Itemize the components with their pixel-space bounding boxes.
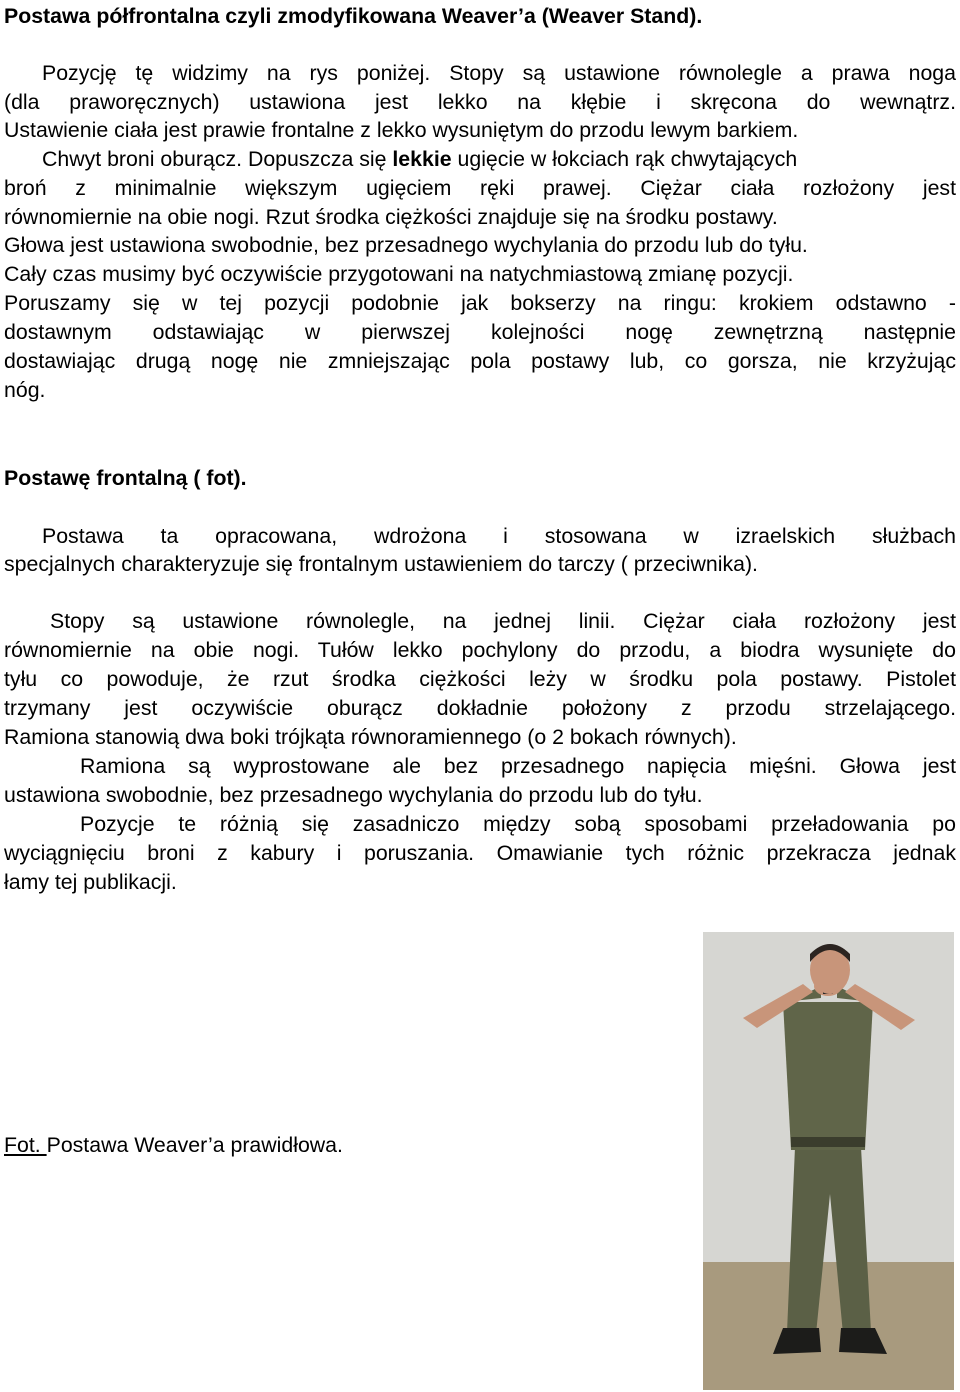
- text-line: Poruszamy się w tej pozycji podobnie jak bokserzy na ringu: krokiem odstawno -: [4, 291, 956, 315]
- caption-text: Postawa Weaver’a prawidłowa.: [46, 1133, 343, 1157]
- photo-floor: [703, 1262, 954, 1390]
- heading-frontal-stance: Postawę frontalną ( fot).: [4, 466, 247, 490]
- text-line: (dla praworęcznych) ustawiona jest lekko na kłębie i skręcona do wewnątrz.: [4, 90, 956, 114]
- photo-weaver-stance: [703, 932, 954, 1390]
- text-line: Pozycję tę widzimy na rys poniżej. Stopy są ustawione równolegle a prawa noga: [42, 61, 956, 85]
- text-line: Stopy są ustawione równolegle, na jednej linii. Ciężar ciała rozłożony jest: [50, 609, 956, 633]
- belt: [791, 1137, 865, 1147]
- text-line: tyłu co powoduje, że rzut środka ciężkości leży w środku pola postawy. Pistolet: [4, 667, 956, 691]
- text-line: Postawa ta opracowana, wdrożona i stosowana w izraelskich służbach: [42, 524, 956, 548]
- text-line: Głowa jest ustawiona swobodnie, bez przesadnego wychylania do przodu lub do tyłu.: [4, 233, 808, 257]
- caption-prefix: Fot.: [4, 1133, 47, 1157]
- text-line: ustawiona swobodnie, bez przesadnego wychylania do przodu lub do tyłu.: [4, 783, 703, 807]
- text-span: Chwyt broni oburącz. Dopuszcza się: [42, 147, 393, 171]
- text-span: ugięcie w łokciach rąk chwytających: [451, 147, 798, 171]
- text-line: równomiernie na obie nogi. Rzut środka ciężkości znajduje się na środku postawy.: [4, 205, 778, 229]
- text-line: łamy tej publikacji.: [4, 870, 177, 894]
- text-line: Pozycje te różnią się zasadniczo między sobą sposobami przeładowania po: [80, 812, 956, 836]
- text-line: broń z minimalnie większym ugięciem ręki prawej. Ciężar ciała rozłożony jest: [4, 176, 956, 200]
- text-line: Cały czas musimy być oczywiście przygotowani na natychmiastową zmianę pozycji.: [4, 262, 794, 286]
- text-line-mixed: [42, 145, 956, 174]
- heading-weaver-stance: Postawa półfrontalna czyli zmodyfikowana Weaver’a (Weaver Stand).: [4, 4, 703, 28]
- emphasis-text: lekkie: [392, 147, 452, 171]
- shirt: [783, 1002, 873, 1150]
- text-line: Ramiona stanowią dwa boki trójkąta równoramiennego (o 2 bokach równych).: [4, 725, 737, 749]
- text-line: dostawnym odstawiając w pierwszej kolejności nogę zewnętrzną następnie: [4, 320, 956, 344]
- text-line: Ustawienie ciała jest prawie frontalne z lekko wysuniętym do przodu lewym barkiem.: [4, 118, 799, 142]
- text-line: nóg.: [4, 378, 46, 402]
- text-line: wyciągnięciu broni z kabury i poruszania. Omawianie tych różnic przekracza jednak: [4, 841, 956, 865]
- text-line: trzymany jest oczywiście oburącz dokładnie położony z przodu strzelającego.: [4, 696, 956, 720]
- text-line: dostawiając drugą nogę nie zmniejszając pola postawy lub, co gorsza, nie krzyżując: [4, 349, 956, 373]
- text-line: specjalnych charakteryzuje się frontalnym ustawieniem do tarczy ( przeciwnika).: [4, 552, 758, 576]
- text-line: Ramiona są wyprostowane ale bez przesadnego napięcia mięśni. Głowa jest: [80, 754, 956, 778]
- text-line: równomiernie na obie nogi. Tułów lekko pochylony do przodu, a biodra wysunięte do: [4, 638, 956, 662]
